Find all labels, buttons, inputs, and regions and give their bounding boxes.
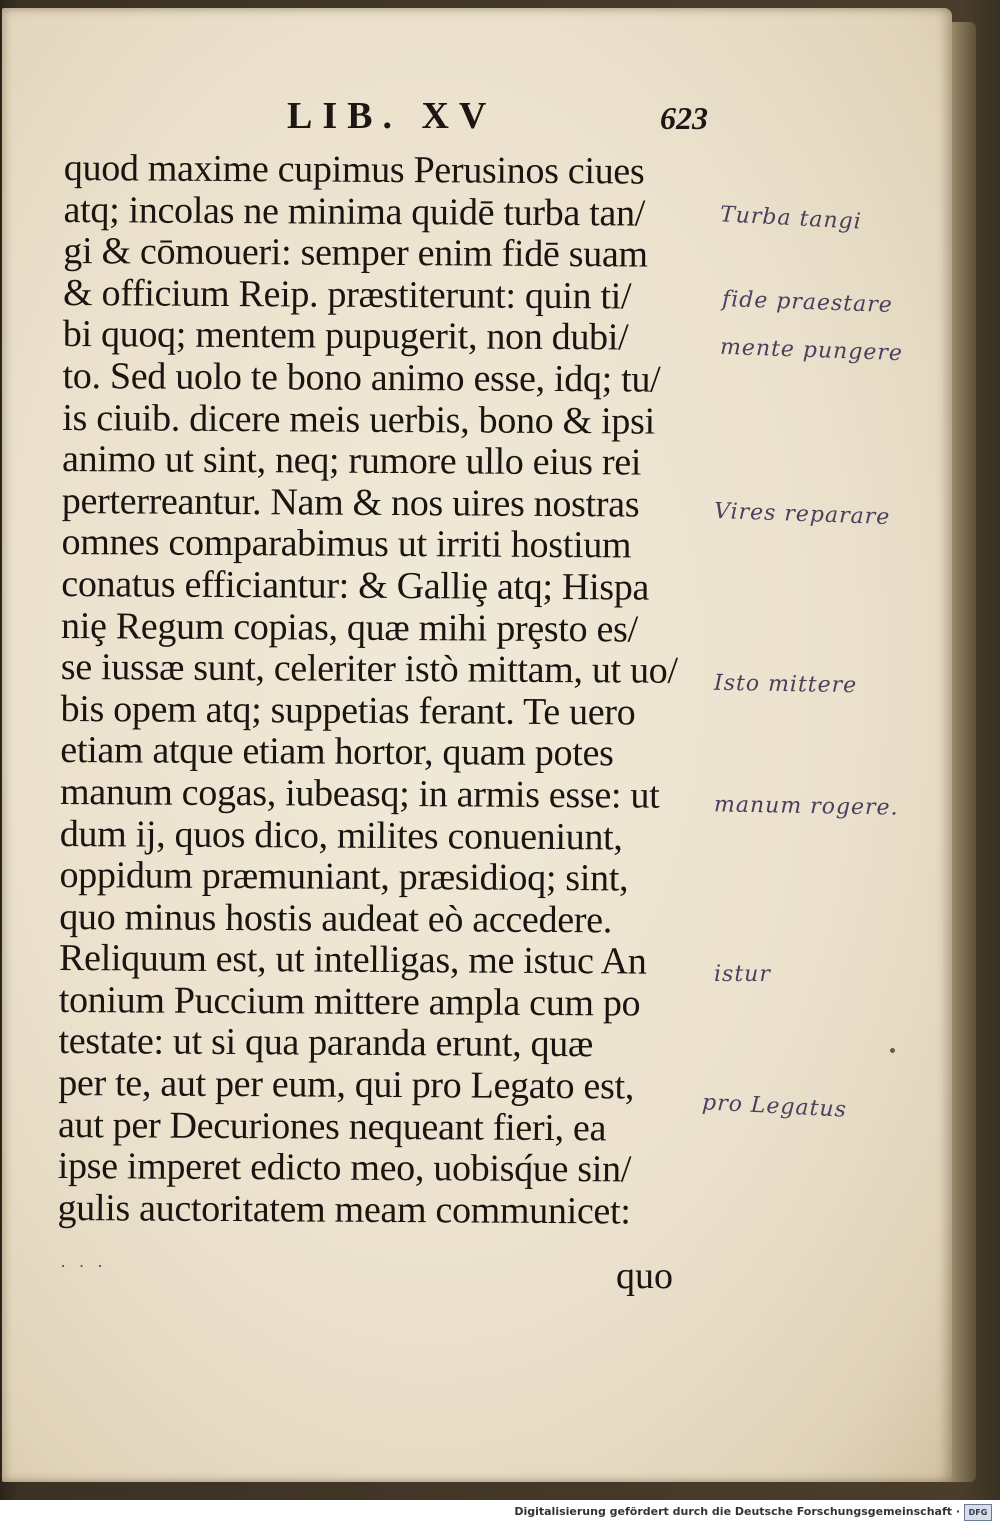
text-line: dum ij, quos dico, milites conueniunt,	[59, 812, 623, 858]
text-line: gi & cōmoueri: semper enim fidē suam	[63, 230, 648, 276]
text-line: conatus efficiantur: & Galliȩ atq; Hispa	[61, 562, 650, 609]
marginal-note: Isto mittere	[713, 670, 858, 699]
text-line: oppidum præmuniant, præsidioq; sint,	[59, 854, 629, 900]
text-line: aut per Decuriones nequeant fieri, ea	[57, 1103, 607, 1149]
text-line: quod maxime cupimus Perusinos ciues	[63, 147, 645, 193]
text-line: omnes comparabimus ut irriti hostium	[61, 521, 632, 567]
text-line: tonium Puccium mittere ampla cum po	[58, 978, 641, 1025]
text-line: & officium Reip. præstiterunt: quin ti/	[62, 271, 632, 318]
marginal-note: manum rogere.	[713, 792, 899, 821]
text-line: Reliquum est, ut intelligas, me istuc An	[58, 937, 647, 983]
text-line: ipse imperet edicto meo, uobisq́ue sin/	[57, 1145, 632, 1191]
running-head: LIB. XV	[287, 95, 497, 137]
text-line: to. Sed uolo te bono animo esse, idq; tu/	[62, 354, 661, 401]
text-line: perterreantur. Nam & nos uires nostras	[61, 479, 640, 526]
stray-marks: · · ·	[60, 1256, 107, 1276]
marginal-note: fide praestare	[721, 287, 894, 318]
text-line: manum cogas, iubeasq; in armis esse: ut	[59, 770, 660, 817]
marginal-note: pro Legatus	[701, 1090, 848, 1123]
text-line: quo minus hostis audeat eò accedere.	[59, 895, 613, 942]
text-line: bi quoq; mentem pupugerit, non dubi/	[62, 313, 629, 359]
marginal-note: Turba tangi	[719, 202, 863, 235]
page-number: 623	[660, 100, 708, 136]
marginal-note: istur	[714, 962, 771, 987]
text-line: is ciuib. dicere meis uerbis, bono & ipsi	[62, 396, 655, 443]
digitization-footer	[0, 1500, 1000, 1524]
ink-speck	[890, 1048, 895, 1053]
text-line: etiam atque etiam hortor, quam potes	[60, 729, 614, 775]
text-line: gulis auctoritatem meam communicet:	[57, 1186, 631, 1233]
text-line: niȩ Regum copias, quæ mihi prȩsto es/	[60, 604, 638, 651]
body-text	[57, 148, 714, 1233]
text-line: animo ut sint, neq; rumore ullo eius rei	[61, 438, 642, 484]
text-line: se iussæ sunt, celeriter istò mittam, ut uo/	[60, 646, 678, 692]
funding-notice: Digitalisierung gefördert durch die Deutsche Forschungsgemeinschaft ·	[514, 1505, 960, 1518]
marginal-note: mente pungere	[719, 334, 904, 367]
text-line: atq; incolas ne minima quidē turba tan/	[63, 188, 646, 235]
marginal-note: Vires reparare	[713, 498, 891, 531]
text-line: per te, aut per eum, qui pro Legato est,	[58, 1062, 635, 1108]
catchword: quo	[616, 1255, 673, 1297]
text-line: testate: ut si qua paranda erunt, quæ	[58, 1020, 594, 1066]
dfg-logo: DFG	[964, 1504, 992, 1521]
book-page	[2, 8, 952, 1482]
text-line: bis opem atq; suppetias ferant. Te uero	[60, 687, 636, 734]
